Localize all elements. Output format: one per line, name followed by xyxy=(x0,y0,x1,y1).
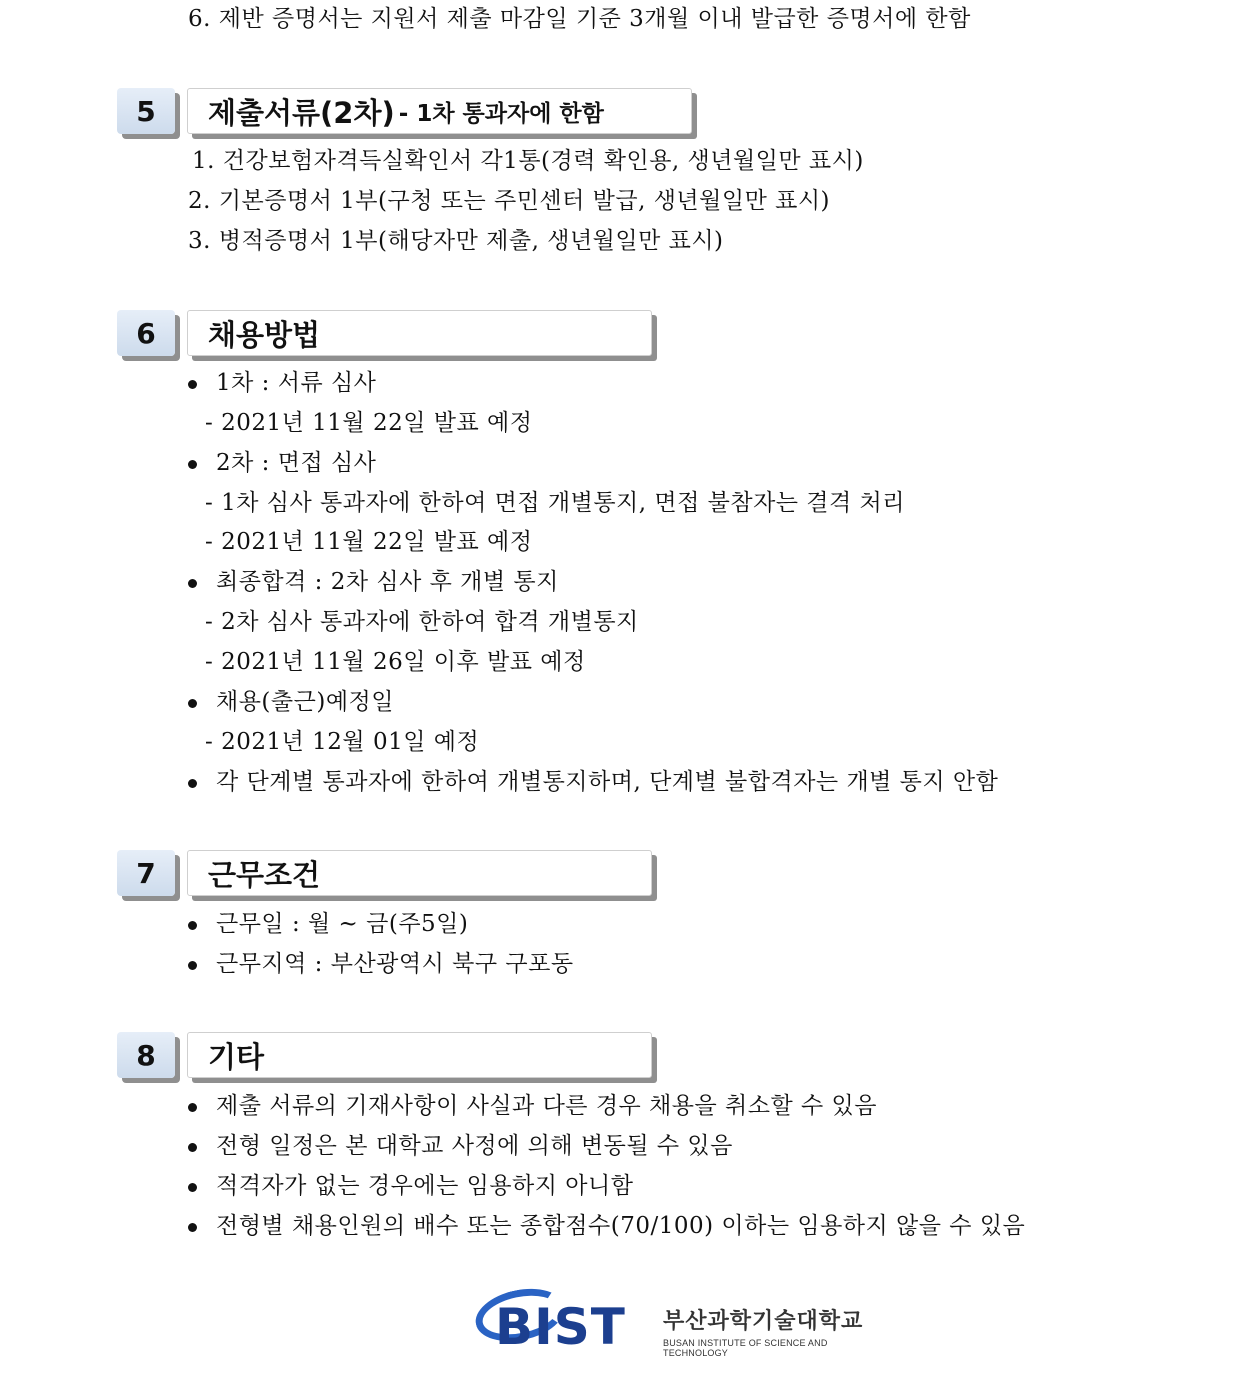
list-item: 전형 일정은 본 대학교 사정에 의해 변동될 수 있음 xyxy=(216,1133,733,1159)
section-title: 제출서류(2차) xyxy=(208,95,395,130)
list-item: 근무지역 : 부산광역시 북구 구포동 xyxy=(216,951,574,977)
list-item: 제출 서류의 기재사항이 사실과 다른 경우 채용을 취소할 수 있음 xyxy=(216,1093,877,1119)
list-item: 각 단계별 통과자에 한하여 개별통지하며, 단계별 불합격자는 개별 통지 안함 xyxy=(216,769,999,795)
list-item: 2차 : 면접 심사 xyxy=(216,450,377,476)
list-item: 적격자가 없는 경우에는 임용하지 아니함 xyxy=(216,1173,634,1199)
list-item: - 2021년 11월 22일 발표 예정 xyxy=(205,410,533,436)
logo-university-name: 부산과학기술대학교 xyxy=(663,1309,864,1334)
section-title-box xyxy=(187,88,692,134)
section-title-box xyxy=(187,850,652,896)
list-item: - 2021년 12월 01일 예정 xyxy=(205,729,480,755)
list-item: 채용(출근)예정일 xyxy=(216,689,394,715)
logo-english-name: BUSAN INSTITUTE OF SCIENCE AND TECHNOLOGY xyxy=(663,1338,828,1358)
university-logo xyxy=(475,1290,875,1360)
section-title: 근무조건 xyxy=(208,857,321,892)
section-number: 7 xyxy=(117,850,175,896)
list-item: 2. 기본증명서 1부(구청 또는 주민센터 발급, 생년월일만 표시) xyxy=(188,188,831,214)
list-item: 전형별 채용인원의 배수 또는 종합점수(70/100) 이하는 임용하지 않을 수 있음 xyxy=(216,1213,1026,1239)
section-title-box xyxy=(187,1032,652,1078)
list-item: 근무일 : 월 ~ 금(주5일) xyxy=(216,911,469,937)
section-number: 8 xyxy=(117,1032,175,1078)
list-item: 1차 : 서류 심사 xyxy=(216,370,377,396)
list-item: 최종합격 : 2차 심사 후 개별 통지 xyxy=(216,569,559,595)
section-title: 기타 xyxy=(208,1039,265,1074)
section-title: 채용방법 xyxy=(208,317,321,352)
submission-note: 6. 제반 증명서는 지원서 제출 마감일 기준 3개월 이내 발급한 증명서에 한함 xyxy=(188,6,971,32)
list-item: - 2021년 11월 26일 이후 발표 예정 xyxy=(205,649,586,675)
list-item: 1. 건강보험자격득실확인서 각1통(경력 확인용, 생년월일만 표시) xyxy=(192,148,864,174)
list-item: - 2021년 11월 22일 발표 예정 xyxy=(205,529,533,555)
section-number: 5 xyxy=(117,88,175,134)
section-number: 6 xyxy=(117,310,175,356)
list-item: - 1차 심사 통과자에 한하여 면접 개별통지, 면접 불참자는 결격 처리 xyxy=(205,490,905,516)
section-title-box xyxy=(187,310,652,356)
list-item: - 2차 심사 통과자에 한하여 합격 개별통지 xyxy=(205,609,639,635)
section-subtitle: - 1차 통과자에 한함 xyxy=(398,100,604,127)
logo-wordmark: BIST xyxy=(495,1298,626,1356)
list-item: 3. 병적증명서 1부(해당자만 제출, 생년월일만 표시) xyxy=(188,228,724,254)
